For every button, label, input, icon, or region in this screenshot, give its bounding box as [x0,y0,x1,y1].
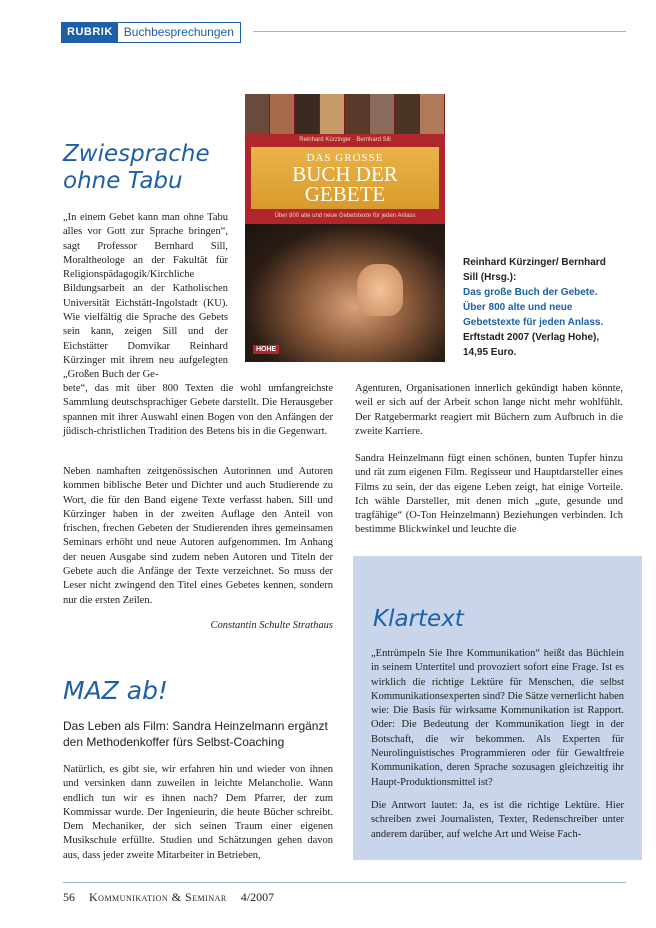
page-number: 56 [63,890,75,904]
rubrik-label: RUBRIK [62,23,118,42]
article2-title: MAZ ab! [63,676,168,705]
caption-authors: Reinhard Kürzinger/ Bernhard Sill (Hrsg.): [463,257,606,283]
section-name: Buchbesprechungen [118,23,240,42]
page-footer [63,890,274,905]
cover-title-small: DAS GROSSE [306,152,384,164]
article3-paragraph-2: Die Antwort lautet: Ja, es ist die richtige Lektüre. Hier schreiben zwei Journalisten, Texter, Redenschreiber unter anderem darüber, auf welche Art und Weise Fach- [371,800,624,840]
magazine-name: Kommunikation & Seminar [89,890,227,904]
article3-title: Klartext [373,606,464,632]
article2-paragraph-1: Natürlich, es gibt sie, wir erfahren hin und wieder von ihnen und versinken dann zuweilen in leichte Melancholie. Wann endlich tun wir es ihnen nach? Dem Pfarrer, der zum Kommissar wurde. Der Ingenieurin, die heute Bücher schreibt. Dem Mechaniker, der sich seinen Traum einer eigenen Musikschule erfüllte. Studien und Schätzungen gehen davon aus, dass jeder zweite Mitarbeiter in Betrieben, [63,764,333,861]
cover-title-line1: BUCH DER [292,162,398,186]
caption-title: Das große Buch der Gebete. Über 800 alte und neue Gebetstexte für jeden Anlass. [463,287,604,328]
cover-publisher: HOHE [253,345,279,354]
article1-paragraph-2: Neben namhaften zeitgenössischen Autorinnen und Autoren kommen biblische Beter und Dichter und auch Studierende zu Wort, die für den Band eigene Texte verfasst haben. Sill und Kürzinger haben in der zweiten Auflage den Anteil von frischen, frechen Gebeten der Studierenden ihres gemeinsamen Seminars erhöht und neue Autoren aufgenommen. Im Anhang der neuen Ausgabe sind zudem neben Autoren und Titeln der Gebete auch die Anfänge der Texte verzeichnet. So muss der Leser nicht zwingend den Titel eines Gebetes kennen, sondern nur die ersten Zeilen. [63,466,333,606]
section-tag [61,22,241,43]
footer-rule [63,882,626,883]
article2-paragraph-2: Agenturen, Organisationen innerlich gekündigt haben könnte, weil er sich auf der Arbeit schon lange nicht mehr wohlfühlt. Der Ratgebermarkt reagiert mit Büchern zum Aufbruch in die zweite Karriere. [355,383,623,437]
article2-subtitle: Das Leben als Film: Sandra Heinzelmann ergänzt den Methodenkoffer fürs Selbst-Coaching [63,719,328,749]
book-cover [245,94,445,362]
article1-title-line1: Zwiesprache [63,141,210,167]
issue-number: 4/2007 [240,890,275,904]
article1-signature: Constantin Schulte Strathaus [210,620,333,631]
cover-title-line2: GEBETE [304,182,386,206]
article1-title-line2: ohne Tabu [63,168,183,194]
article2-paragraph-3: Sandra Heinzelmann fügt einen schönen, bunten Tupfer hinzu und rät zum eigenen Film. Regisseur und Hauptdarsteller eines Films zu sein, der das eigene Leben zeigt, hat einige Vorteile. Ich wähle Darsteller, mit denen mich „gute, gesunde und tragfähige“ (O-Ton Heinzelmann) Beziehungen verbinden. Ich bestimme Blickwinkel und leuchte die [355,453,623,536]
cover-authors: Reinhard Kürzinger · Bernhard Sill [299,137,391,143]
article1-title [63,141,210,195]
klartext-box [353,556,642,860]
caption-details: Erftstadt 2007 (Verlag Hohe), 14,95 Euro. [463,332,600,358]
cover-title-panel [251,147,439,209]
article1-paragraph-1-narrow: „In einem Gebet kann man ohne Tabu alles vor Gott zur Sprache bringen“, sagt Professor Bernhard Sill, Moraltheologe an der Fakultät für Religionspädagogik/Kirchliche Bildungsarbeit an der Katholischen Universität Eichstätt-Ingolstadt (KU). Wie vielfältig die Sprache des Gebets sein kann, zeigen Sill und der Eichstätter Domvikar Reinhard Kürzinger mit ihrem neu aufgelegten „Großen Buch der Ge- [63,212,228,381]
cover-photo-praying-girl [245,224,445,362]
praying-hands-shape [357,264,403,316]
article1-paragraph-1-continued: bete“, das mit über 800 Texten die wohl umfangreichste Sammlung deutschsprachiger Gebete darstellt. Die Herausgeber spannen mit ihrer Auswahl einen Bogen von den Anfängen der jüdisch-christlichen Tradition des Betens bis in die Gegenwart. [63,383,333,437]
article3-paragraph-1: „Entrümpeln Sie Ihre Kommunikation“ heißt das Büchlein in seinem Untertitel und provoziert sofort eine Frage. Ist es wirklich die richtige Lektüre für Menschen, die selbst Kommunikationsexperten sind? Die Sätze vernerlicht haben wie: Die Basis für wirksame Kommunikation ist Rapport. Oder: Die Bedeutung der Kommunikation liegt in der Botschaft, die wir bekommen. Als Experten für Neurolinguistisches Programmieren oder für Gewaltfreie Kommunikation, deren Sprache sozusagen gleichzeitig ihr Haupt-Produktionsmittel ist? [371,648,624,788]
cover-photo-strip [245,94,445,134]
header-rule [253,31,626,32]
cover-subtitle: Über 800 alte und neue Gebetstexte für jeden Anlass [274,213,416,219]
book-caption [463,255,623,360]
